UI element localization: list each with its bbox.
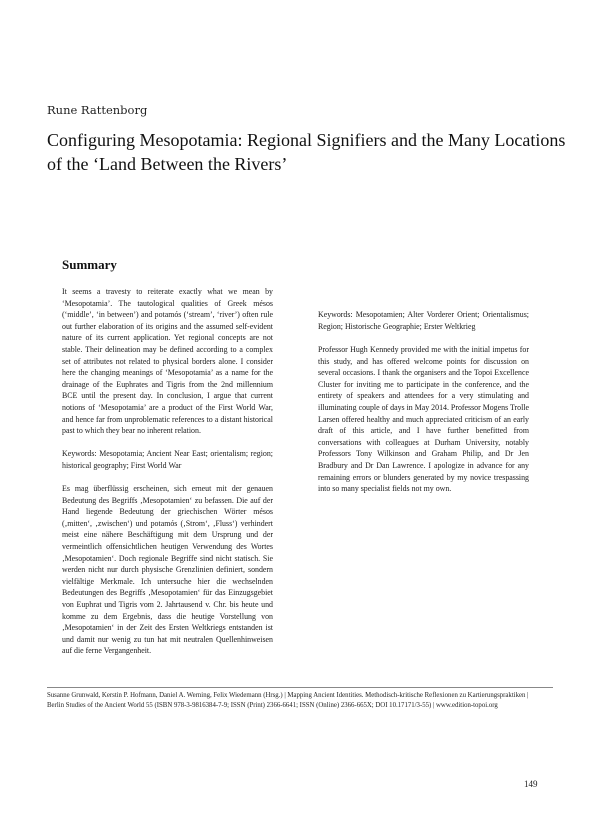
footer-citation: Susanne Grunwald, Kerstin P. Hofmann, Daniel A. Werning, Felix Wiedemann (Hrsg.) | Mapping Ancient Identities. Methodisch-kritische Reflexionen zu Kartierungspraktiken | Berlin Studies of the Ancient World 55 (ISBN 978-3-9816384-7-9; ISSN (Print) 2366-6641; ISSN (Online) 2366-665X; DOI 10.17171/3-55) | www.edition-topoi.org <box>47 692 529 710</box>
german-keywords: Keywords: Mesopotamien; Alter Vorderer Orient; Orientalismus; Region; Historische Geographie; Erster Weltkrieg <box>318 310 529 331</box>
article-title: Configuring Mesopotamia: Regional Signifiers and the Many Locations of the ‘Land Between the Rivers’ <box>47 130 566 174</box>
acknowledgements: Professor Hugh Kennedy provided me with the initial impetus for this study, and has offered welcome points for discussion on several occasions. I thank the organisers and the Topoi Excellence Cluster for inviting me to participate in the conference, and the entirety of speakers and attendees for a very stimulating and illuminating couple of days in May 2014. Professor Mogens Trolle Larsen offered healthy and much appreciated criticism of an early draft of this article, and I have further benefitted from conversations with colleagues at Durham University, notably Professors Tony Wilkinson and Graham Philip, and Dr Jen Bradbury and Dr Dan Lawrence. I apologize in advance for any remaining errors or blunders generated by my novice trespassing into so many specialist fields not my own. <box>318 344 529 494</box>
summary-left-column <box>62 286 273 669</box>
summary-right-column <box>318 286 529 506</box>
author-name: Rune Rattenborg <box>47 103 148 117</box>
german-abstract: Es mag überflüssig erscheinen, sich erneut mit der genauen Bedeutung des Begriffs ‚Mesopotamien‘ zu befassen. Die auf der Hand liegende Bedeutung der griechischen Wörter mésos (‚mitten‘, ‚zwischen‘) und potamós (‚Strom‘, ‚Fluss‘) verhindert meist eine nähere Beschäftigung mit dem Ursprung und der vermeintlich offensichtlichen heutigen Verwendung des Wortes ‚Mesopotamien‘. Doch regionale Begriffe sind nicht statisch. Sie werden nicht nur durch physische Grenzlinien definiert, sondern vielfältige Merkmale. Ich untersuche hier die wechselnden Bedeutungen des Begriffs ‚Mesopotamien‘ für das Einzugsgebiet von Euphrat und Tigris vom 2. Jahrtausend v. Chr. bis heute und komme zu dem Ergebnis, dass die heutige Vorstellung von ‚Mesopotamien‘ in der Zeit des Ersten Weltkriegs entstanden ist und damit nur wenig zu tun hat mit neutralen Quellenhinweisen auf die ferne Vergangenheit. <box>62 484 273 656</box>
english-keywords: Keywords: Mesopotamia; Ancient Near East; orientalism; region; historical geography; First World War <box>62 449 273 470</box>
footer-divider <box>47 687 553 688</box>
summary-heading: Summary <box>62 257 117 272</box>
english-abstract: It seems a travesty to reiterate exactly what we mean by ‘Mesopotamia’. The tautological qualities of Greek mésos (‘middle’, ‘in between’) and potamós (‘stream’, ‘river’) often rule out further elaboration of its origins and the assumed self-evident nature of its current application. Yet regional concepts are not stable. Their delineation may be defined according to a complex set of attributes not related to physical borders alone. I consider here the changing meanings of ‘Mesopotamia’ as a name for the drainage of the Euphrates and Tigris from the 2nd millennium BCE until the present day. In conclusion, I argue that current notions of ‘Mesopotamia’ are a product of the First World War, and hence far from unproblematic references to a distant historical past to which they bear no inherent relation. <box>62 287 273 436</box>
page-number: 149 <box>524 779 538 789</box>
